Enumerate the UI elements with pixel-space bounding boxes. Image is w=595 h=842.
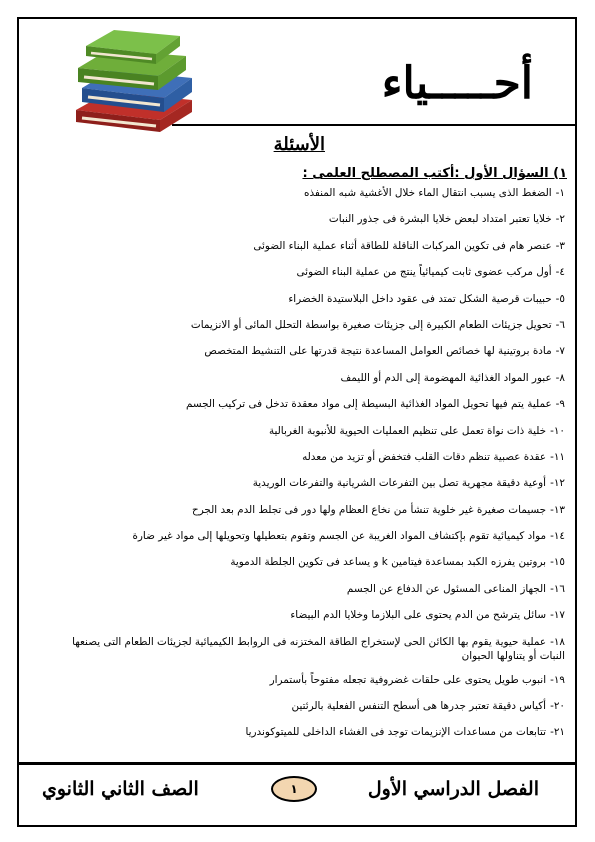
list-item [45, 344, 565, 358]
item-text: أول مركب عضوى ثابت كيميائياً ينتج من عملية البناء الضوئى [296, 266, 552, 279]
header-divider [172, 124, 576, 126]
item-number: ١٩- [550, 673, 565, 686]
item-text: حبيبات قرصية الشكل تمتد فى عقود داخل البلاستيدة الخضراء [288, 292, 552, 305]
list-item [45, 635, 565, 663]
item-text: عنصر هام فى تكوين المركبات الناقلة للطاقة أثناء عملية البناء الضوئى [253, 239, 552, 252]
item-number: ١٧- [550, 609, 565, 622]
item-text: مواد كيميائية تقوم بإكتشاف المواد الغريبة عن الجسم وتقوم بتعطيلها وتحويلها إلى مواد غير ضارة [132, 530, 547, 543]
item-number: ١٣- [550, 503, 565, 516]
list-item [45, 239, 565, 253]
item-text: أوعية دقيقة مجهرية تصل بين التفرعات الشريانية والتفرعات الوريدية [252, 477, 547, 490]
item-text: جسيمات صغيرة غير خلوية تنشأ من نخاع العظام ولها دور فى تجلط الدم بعد الجرح [191, 503, 547, 516]
item-number: ١٦- [550, 582, 565, 595]
question-list [45, 186, 565, 752]
list-item [45, 371, 565, 385]
list-item [45, 186, 565, 200]
list-item [45, 699, 565, 713]
item-text: الضغط الذى يسبب انتقال الماء خلال الأغشية شبه المنفذه [304, 187, 552, 199]
item-text: عملية يتم فيها تحويل المواد الغذائية البسيطة إلى مواد معقدة تدخل فى تركيب الجسم [185, 398, 552, 411]
item-number: ٩- [555, 398, 565, 411]
semester-label: الفصل الدراسي الأول [367, 778, 539, 800]
item-text: الجهاز المناعى المسئول عن الدفاع عن الجسم [346, 582, 547, 595]
list-item [45, 608, 565, 622]
item-number: ٢٠- [550, 700, 565, 713]
list-item [45, 503, 565, 517]
page-number: ١ [290, 782, 298, 796]
list-item [45, 424, 565, 438]
item-number: ١٥- [550, 556, 565, 569]
item-number: ٣- [555, 239, 565, 252]
item-number: ١١- [550, 450, 565, 463]
list-item [45, 292, 565, 306]
list-item [45, 582, 565, 596]
item-text: عبور المواد الغذائية المهضومة إلى الدم أو الليمف [340, 371, 552, 384]
page-number-badge [271, 776, 317, 802]
item-number: ١٠- [550, 424, 565, 437]
footer-divider [17, 762, 577, 765]
item-number: ٢- [555, 213, 565, 226]
item-text: بروتين يفرزه الكبد بمساعدة فيتامين k و يساعد فى تكوين الجلطة الدموية [230, 556, 547, 569]
list-item [45, 673, 565, 687]
list-item [45, 318, 565, 332]
item-number: ٤- [555, 266, 565, 279]
list-item [45, 725, 565, 739]
subject-title: أحـــــياء [381, 58, 533, 109]
grade-label: الصف الثاني الثانوي [42, 778, 199, 800]
section-heading: الأسئلة [273, 134, 325, 155]
item-text: مادة بروتينية لها خصائص العوامل المساعدة نتيجة قدرتها على التنشيط المتخصص [204, 345, 552, 358]
item-number: ١٤- [550, 530, 565, 543]
item-number: ٦- [555, 318, 565, 331]
item-text: تحويل جزيئات الطعام الكبيرة إلى جزيئات صغيرة بواسطة التحلل المائى أو الانزيمات [190, 318, 552, 331]
item-number: ٧- [555, 345, 565, 358]
list-item [45, 555, 565, 569]
list-item [45, 212, 565, 226]
item-text: تتابعات من مساعدات الإنزيمات توجد فى الغشاء الداخلى للميتوكوندريا [245, 726, 547, 739]
list-item [45, 476, 565, 490]
question-title: ١) السؤال الأول :أكتب المصطلح العلمى : [302, 166, 567, 181]
item-text: عملية حيوية يقوم بها الكائن الحى لإستخراج الطاقة المختزنه فى الروابط الكيميائية لجزيئات الطعام التى يصنعها النبات أو يتناولها الحيوان [72, 635, 565, 662]
item-number: ٢١- [550, 726, 565, 739]
item-text: خلايا تعتبر امتداد لبعض خلايا البشرة فى جذور النبات [328, 213, 552, 226]
list-item [45, 397, 565, 411]
item-number: ١٢- [550, 477, 565, 490]
list-item [45, 529, 565, 543]
list-item [45, 450, 565, 464]
item-number: ٨- [555, 371, 565, 384]
item-number: ٥- [555, 292, 565, 305]
item-text: خلية ذات نواة تعمل على تنظيم العمليات الحيوية للأنبوبة الغربالية [268, 424, 547, 437]
item-text: أكياس دقيقة تعتبر جدرها هى أسطح التنفس الفعلية بالرئتين [291, 700, 547, 713]
item-text: انبوب طويل يحتوى على حلقات غضروفية تجعله مفتوحاً بأستمرار [269, 673, 547, 686]
item-text: عقدة عصبية تنظم دقات القلب فتخفض أو تزيد من معدله [302, 450, 547, 463]
item-number: ١- [555, 187, 565, 199]
list-item [45, 265, 565, 279]
books-stack-icon [68, 28, 198, 138]
item-number: ١٨- [550, 635, 565, 648]
item-text: سائل يترشح من الدم يحتوى على البلازما وخلايا الدم البيضاء [290, 609, 547, 622]
